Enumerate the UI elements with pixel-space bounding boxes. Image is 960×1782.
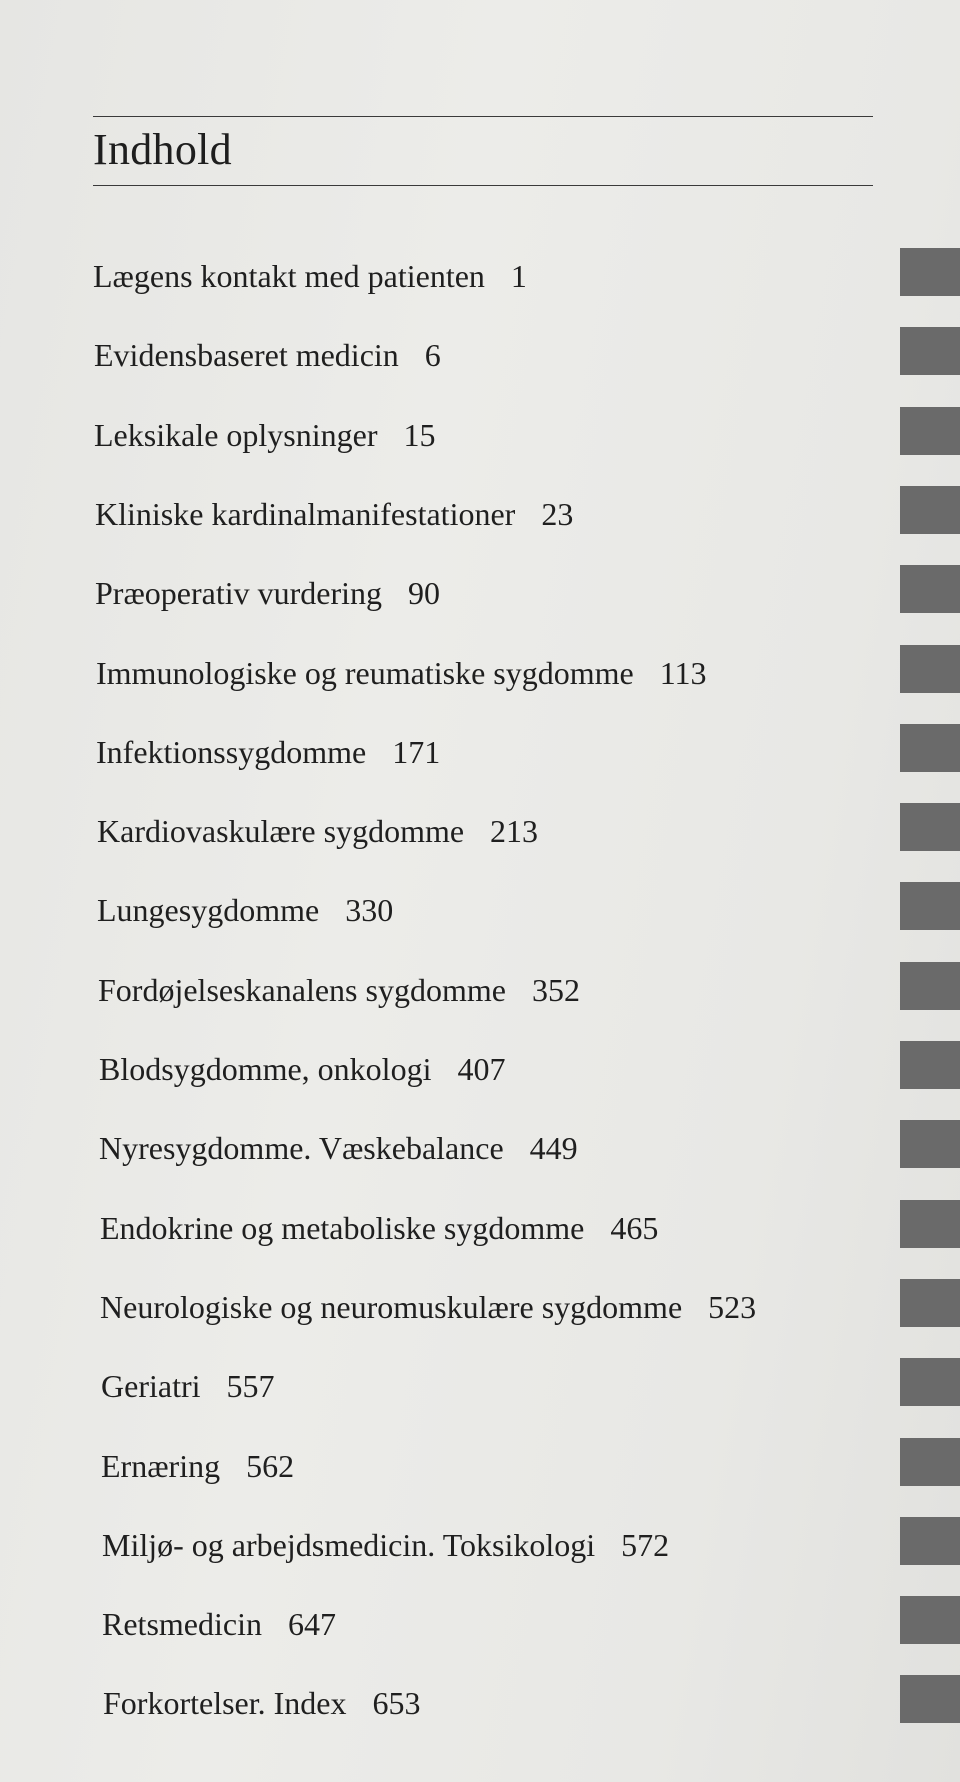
thumb-index-tab	[900, 1675, 960, 1723]
toc-entry-page-number: 330	[345, 892, 394, 928]
toc-entry-page-number: 15	[403, 417, 436, 453]
toc-entry-label: Immunologiske og reumatiske sygdomme	[96, 655, 634, 691]
toc-entry	[103, 1683, 421, 1723]
toc-entry-label: Præoperativ vurdering	[95, 575, 383, 611]
toc-entry-label: Geriatri	[101, 1368, 201, 1404]
thumb-index-tab	[900, 1596, 960, 1644]
toc-entry-page-number: 407	[457, 1051, 506, 1087]
toc-entry	[100, 1208, 658, 1248]
toc-entry-page-number: 557	[226, 1368, 275, 1404]
toc-entry-page-number: 23	[541, 496, 574, 532]
thumb-index-tab	[900, 248, 960, 296]
toc-entry-page-number: 449	[529, 1130, 578, 1166]
thumb-index-tab	[900, 1200, 960, 1248]
toc-entry-label: Evidensbaseret medicin	[94, 337, 399, 373]
toc-entry	[100, 1287, 756, 1327]
toc-entry-label: Nyresygdomme. Væskebalance	[99, 1130, 504, 1166]
thumb-index-tab	[900, 486, 960, 534]
toc-entry-label: Kardiovaskulære sygdomme	[97, 813, 465, 849]
toc-entry-label: Kliniske kardinalmanifestationer	[95, 496, 516, 532]
thumb-index-tab	[900, 1279, 960, 1327]
thumb-index-tab	[900, 1120, 960, 1168]
toc-entry-page-number: 213	[490, 813, 539, 849]
toc-entry	[97, 890, 393, 930]
toc-entry	[97, 811, 538, 851]
toc-entry-page-number: 90	[408, 575, 441, 611]
toc-entry-page-number: 647	[287, 1606, 336, 1642]
toc-entry	[101, 1446, 294, 1486]
toc-entry-label: Retsmedicin	[102, 1606, 262, 1642]
thumb-index-tab	[900, 1358, 960, 1406]
toc-entry-page-number: 653	[372, 1685, 421, 1721]
toc-entry-label: Neurologiske og neuromuskulære sygdomme	[100, 1289, 683, 1325]
toc-entry	[94, 415, 435, 455]
toc-entry-label: Leksikale oplysninger	[94, 417, 378, 453]
toc-entry-page-number: 171	[392, 734, 441, 770]
toc-entry-page-number: 465	[610, 1210, 659, 1246]
toc-entry	[99, 1128, 578, 1168]
toc-entry	[96, 732, 440, 772]
toc-entry	[101, 1366, 275, 1406]
toc-entry-page-number: 572	[621, 1527, 670, 1563]
toc-entry	[96, 653, 707, 693]
thumb-index-tab	[900, 1438, 960, 1486]
thumb-index-tabs	[900, 0, 960, 1782]
toc-entry-page-number: 113	[659, 655, 707, 691]
toc-entry	[102, 1525, 669, 1565]
toc-entry-label: Ernæring	[101, 1448, 221, 1484]
toc-entry-label: Forkortelser. Index	[103, 1685, 347, 1721]
toc-entry-label: Miljø- og arbejdsmedicin. Toksikologi	[102, 1527, 596, 1563]
thumb-index-tab	[900, 645, 960, 693]
thumb-index-tab	[900, 407, 960, 455]
toc-entry-label: Infektionssygdomme	[96, 734, 367, 770]
toc-entry-label: Blodsygdomme, onkologi	[99, 1051, 432, 1087]
toc-entry	[102, 1604, 336, 1644]
thumb-index-tab	[900, 803, 960, 851]
toc-entry	[99, 1049, 505, 1089]
thumb-index-tab	[900, 1041, 960, 1089]
page-title: Indhold	[93, 125, 232, 174]
toc-entry-page-number: 6	[424, 337, 441, 373]
thumb-index-tab	[900, 1517, 960, 1565]
thumb-index-tab	[900, 882, 960, 930]
toc-entry	[95, 573, 440, 613]
toc-entry-label: Lungesygdomme	[97, 892, 320, 928]
thumb-index-tab	[900, 724, 960, 772]
thumb-index-tab	[900, 327, 960, 375]
toc-entry-page-number: 523	[708, 1289, 757, 1325]
thumb-index-tab	[900, 962, 960, 1010]
toc-entry	[98, 970, 580, 1010]
toc-entry-page-number: 352	[531, 972, 580, 1008]
toc-entry-label: Lægens kontakt med patienten	[93, 258, 485, 294]
thumb-index-tab	[900, 565, 960, 613]
toc-entry-page-number: 1	[510, 258, 527, 294]
toc-entry-label: Endokrine og metaboliske sygdomme	[100, 1210, 585, 1246]
toc-entry	[93, 256, 527, 296]
toc-entry-label: Fordøjelseskanalens sygdomme	[98, 972, 506, 1008]
toc-entry	[94, 335, 441, 375]
toc-entry-page-number: 562	[246, 1448, 295, 1484]
toc-entry	[95, 494, 573, 534]
